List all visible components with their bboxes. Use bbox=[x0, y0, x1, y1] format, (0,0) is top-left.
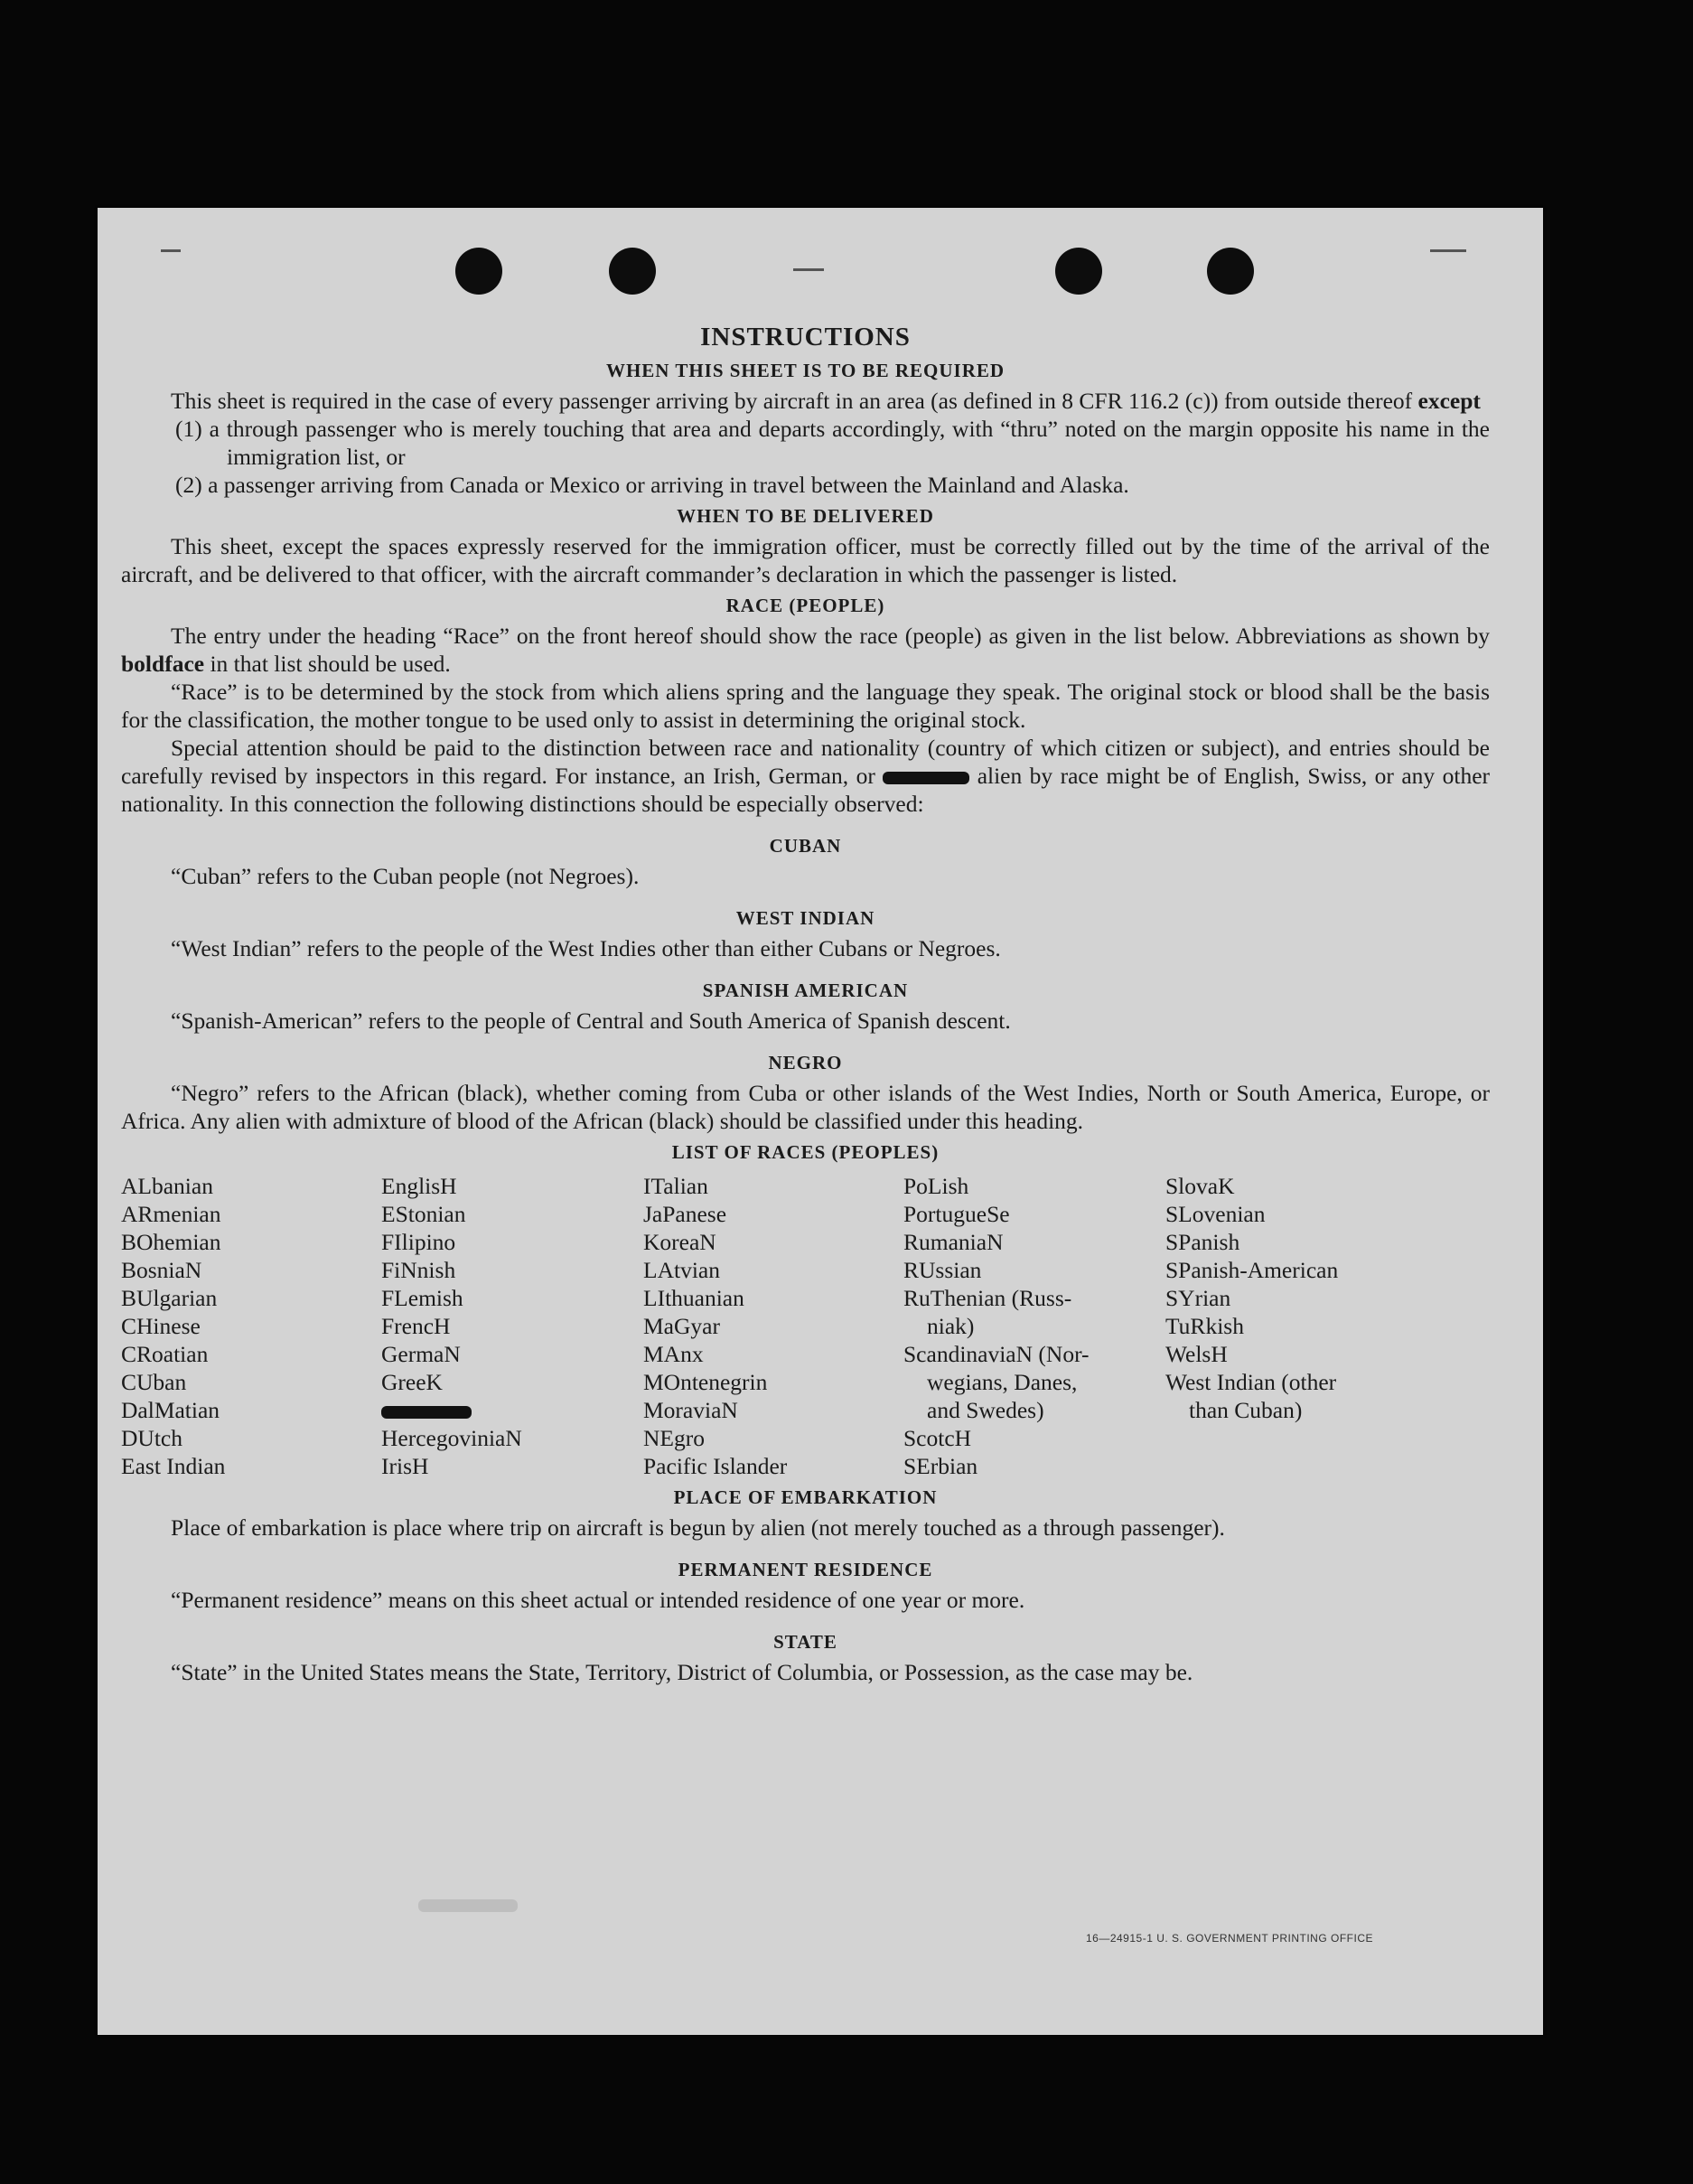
race-entry: TuRkish bbox=[1165, 1313, 1244, 1339]
heading-embarkation: PLACE OF EMBARKATION bbox=[673, 1486, 938, 1508]
mark bbox=[1430, 249, 1466, 252]
race-entry: ScandinaviaN (Nor- bbox=[903, 1341, 1090, 1367]
race-entry: RUssian bbox=[903, 1257, 982, 1283]
race-entry: EnglisH bbox=[381, 1173, 457, 1199]
race-entry: RuThenian (Russ- bbox=[903, 1285, 1072, 1311]
race-entry: PortugueSe bbox=[903, 1201, 1010, 1227]
heading-west-indian: WEST INDIAN bbox=[735, 907, 875, 929]
west-indian-text: “West Indian” refers to the people of the West Indies other than either Cubans or Negroes. bbox=[171, 935, 1001, 961]
race-entry: LAtvian bbox=[643, 1257, 720, 1283]
document-sheet bbox=[98, 208, 1543, 2035]
race-entry: BosniaN bbox=[121, 1257, 202, 1283]
heading-spanish-american: SPANISH AMERICAN bbox=[702, 980, 909, 1001]
race-paragraph-1: The entry under the heading “Race” on the front hereof should show the race (people) as given in the list below. Abbreviations as shown by boldface in that list should be used. bbox=[121, 623, 1490, 677]
race-entry: BOhemian bbox=[121, 1229, 221, 1255]
race-entry: ARmenian bbox=[121, 1201, 221, 1227]
race-entry: SPanish-American bbox=[1165, 1257, 1339, 1283]
race-entry: JaPanese bbox=[643, 1201, 727, 1227]
heading-state: STATE bbox=[773, 1631, 837, 1653]
race-entry: FrencH bbox=[381, 1313, 451, 1339]
race-entry: Pacific Islander bbox=[643, 1453, 788, 1479]
race-entry-continued: than Cuban) bbox=[1189, 1397, 1303, 1423]
race-entry: RumaniaN bbox=[903, 1229, 1004, 1255]
printing-office-footer: 16—24915-1 U. S. GOVERNMENT PRINTING OFFICE bbox=[1085, 1932, 1373, 1945]
race-entry: CUban bbox=[121, 1369, 187, 1395]
race-entry: SYrian bbox=[1165, 1285, 1231, 1311]
race-entry: SPanish bbox=[1165, 1229, 1240, 1255]
race-entry: ScotcH bbox=[903, 1425, 972, 1451]
heading-race: RACE (PEOPLE) bbox=[725, 595, 885, 616]
instructions-body bbox=[121, 323, 1490, 1686]
redaction-mark bbox=[381, 1406, 472, 1419]
punch-hole bbox=[1055, 248, 1102, 295]
exception-2: (2) a passenger arriving from Canada or Mexico or arriving in travel between the Mainland and Alaska. bbox=[175, 472, 1129, 498]
race-entry: MOntenegrin bbox=[643, 1369, 768, 1395]
race-entry: CHinese bbox=[121, 1313, 201, 1339]
race-entry-continued: and Swedes) bbox=[927, 1397, 1044, 1423]
heading-negro: NEGRO bbox=[768, 1052, 843, 1073]
races-column bbox=[381, 1172, 643, 1480]
races-column bbox=[903, 1172, 1165, 1480]
heading-required: WHEN THIS SHEET IS TO BE REQUIRED bbox=[605, 360, 1006, 381]
race-entry: West Indian (other bbox=[1165, 1369, 1337, 1395]
heading-list-of-races: LIST OF RACES (PEOPLES) bbox=[671, 1141, 940, 1163]
redaction-mark bbox=[883, 772, 969, 784]
race-entry: GermaN bbox=[381, 1341, 461, 1367]
mark bbox=[793, 268, 824, 271]
race-entry: FIlipino bbox=[381, 1229, 456, 1255]
race-entry: FiNnish bbox=[381, 1257, 456, 1283]
punch-hole bbox=[1207, 248, 1254, 295]
race-entry: IrisH bbox=[381, 1453, 429, 1479]
race-entry: EStonian bbox=[381, 1201, 466, 1227]
punch-hole bbox=[455, 248, 502, 295]
race-entry-redacted bbox=[381, 1396, 643, 1424]
race-paragraph-2: “Race” is to be determined by the stock from which aliens spring and the language they speak. The original stock or blood shall be the basis for the classification, the mother tongue to be used only to assist in determining the original stock. bbox=[121, 679, 1490, 733]
race-entry: CRoatian bbox=[121, 1341, 209, 1367]
heading-delivered: WHEN TO BE DELIVERED bbox=[677, 505, 934, 527]
race-entry-continued: wegians, Danes, bbox=[927, 1369, 1078, 1395]
race-entry: HercegoviniaN bbox=[381, 1425, 522, 1451]
race-entry: ALbanian bbox=[121, 1173, 213, 1199]
race-entry: KoreaN bbox=[643, 1229, 716, 1255]
race-entry: BUlgarian bbox=[121, 1285, 218, 1311]
embarkation-text: Place of embarkation is place where trip on aircraft is begun by alien (not merely touched as a through passenger). bbox=[171, 1514, 1225, 1541]
punch-hole bbox=[609, 248, 656, 295]
race-entry: MoraviaN bbox=[643, 1397, 738, 1423]
races-list bbox=[121, 1172, 1490, 1480]
race-entry: WelsH bbox=[1165, 1341, 1228, 1367]
cuban-text: “Cuban” refers to the Cuban people (not Negroes). bbox=[171, 863, 640, 889]
race-entry: East Indian bbox=[121, 1453, 226, 1479]
delivered-text: This sheet, except the spaces expressly reserved for the immigration officer, must be correctly filled out by the time of the arrival of the aircraft, and be delivered to that officer, with the aircraft commander’s declaration in which the passenger is listed. bbox=[121, 533, 1490, 587]
race-entry-continued: niak) bbox=[927, 1313, 975, 1339]
races-column bbox=[643, 1172, 903, 1480]
races-column bbox=[1165, 1172, 1391, 1480]
exception-1: (1) a through passenger who is merely touching that area and departs accordingly, with “thru” noted on the margin opposite his name in the immigration list, or bbox=[175, 416, 1490, 470]
race-entry: SlovaK bbox=[1165, 1173, 1235, 1199]
required-intro: This sheet is required in the case of every passenger arriving by aircraft in an area (as defined in 8 CFR 116.2 (c)) from outside thereof except bbox=[171, 388, 1481, 414]
state-text: “State” in the United States means the State, Territory, District of Columbia, or Possession, as the case may be. bbox=[171, 1659, 1193, 1685]
race-entry: SLovenian bbox=[1165, 1201, 1266, 1227]
race-entry: LIthuanian bbox=[643, 1285, 744, 1311]
race-entry: DUtch bbox=[121, 1425, 182, 1451]
race-entry: SErbian bbox=[903, 1453, 978, 1479]
negro-text: “Negro” refers to the African (black), whether coming from Cuba or other islands of the West Indies, North or South America, Europe, or Africa. Any alien with admixture of blood of the African (black) should be classified under this heading. bbox=[121, 1080, 1490, 1134]
race-entry: MAnx bbox=[643, 1341, 704, 1367]
race-entry: DalMatian bbox=[121, 1397, 220, 1423]
race-entry: ITalian bbox=[643, 1173, 708, 1199]
mark bbox=[161, 249, 181, 252]
races-column bbox=[121, 1172, 381, 1480]
race-entry: PoLish bbox=[903, 1173, 969, 1199]
race-entry: GreeK bbox=[381, 1369, 443, 1395]
race-entry: MaGyar bbox=[643, 1313, 720, 1339]
page-title: INSTRUCTIONS bbox=[700, 323, 911, 352]
race-entry: NEgro bbox=[643, 1425, 705, 1451]
race-entry: FLemish bbox=[381, 1285, 463, 1311]
residence-text: “Permanent residence” means on this sheet actual or intended residence of one year or more. bbox=[171, 1587, 1025, 1613]
heading-residence: PERMANENT RESIDENCE bbox=[678, 1559, 933, 1580]
smudge-mark bbox=[418, 1899, 518, 1912]
race-paragraph-3: Special attention should be paid to the distinction between race and nationality (country of which citizen or subject), and entries should be carefully revised by inspectors in this regard. For instance, an Irish, German, or alien by race might be of English, Swiss, or any other nationality. In this connection the following distinctions should be especially observed: bbox=[121, 735, 1491, 817]
spanish-american-text: “Spanish-American” refers to the people of Central and South America of Spanish descent. bbox=[171, 1008, 1011, 1034]
heading-cuban: CUBAN bbox=[769, 835, 842, 857]
